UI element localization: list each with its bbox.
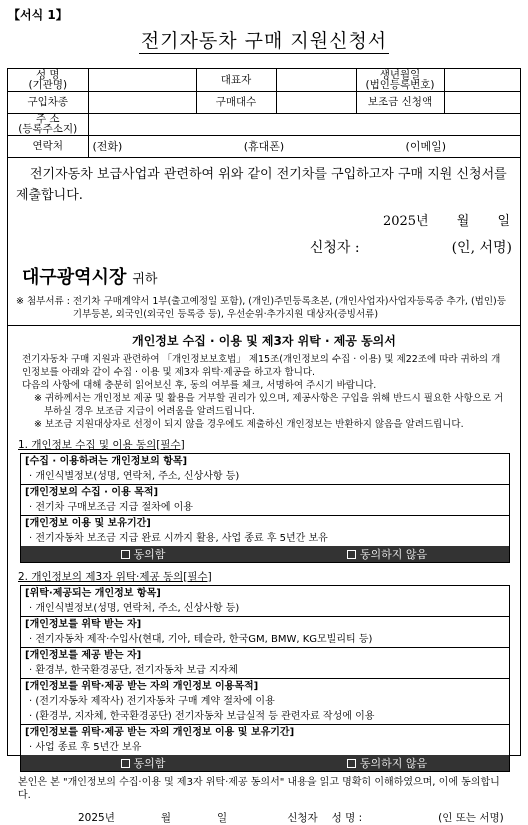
applicant-label: 신청자 : — [309, 239, 360, 256]
car-type-label: 구입차종 — [8, 91, 88, 113]
section2-heading: 2. 개인정보의 제3자 위탁·제공 동의[필수] — [18, 570, 212, 583]
application-statement: 전기자동차 보급사업과 관련하여 위와 같이 전기차를 구입하고자 구매 지원 신청서를 제출합니다. — [16, 166, 507, 203]
count-label: 구매대수 — [196, 91, 276, 113]
section2-disagree-checkbox[interactable]: 동의하지 않음 — [265, 755, 509, 771]
attachments: ※ 첨부서류 : 전기차 구매계약서 1부(출고예정일 포함), (개인)주민등록초본, (개인사업자)사업자등록증 추가, (법인)등기부등본, 외국인(외국인 등록증 등), 우선순위·추가지원 대상자(증빙서류) — [16, 295, 506, 320]
subsidy-field[interactable] — [444, 91, 520, 113]
representative-label: 대표자 — [196, 69, 276, 91]
applicant-sign[interactable]: (인, 서명) — [451, 239, 512, 256]
section2-agree-checkbox[interactable]: 동의함 — [21, 755, 265, 771]
representative-field[interactable] — [276, 69, 356, 91]
mobile-label: (휴대폰) — [243, 140, 285, 153]
section2-box: [위탁·제공되는 개인정보 항목] · 개인식별정보(성명, 연락처, 주소, 신상사항 등) [개인정보를 위탁 받는 자] · 전기자동차 제작·수입사(현대, 기아, 테슬라, 한국GM, BMW, KG모빌리티 등) [개인정보를 제공 받는 자] · 환경부, 한국환경공단, 전기자동차 보급 지자체 [개인정보를 위탁·제공 받는 자의 개인정보 이용목적] · (전기자동차 제작사) 전기자동차 구매 계약 절차에 이용 · (환경부, 지자체, 한국환경공단) 전기자동차 보급실적 등 관련자료 작성에 이용 [개인정보를 위탁·제공 받는 자의 개인정보 이용 및 보유기간] · 사업 종료 후 5년간 보유 동의함 동의하지 않음 — [20, 585, 510, 772]
consent-title: 개인정보 수집 · 이용 및 제3자 위탁 · 제공 동의서 — [132, 333, 396, 348]
section1-agree-bar — [21, 546, 509, 562]
form-number: 【서식 1】 — [8, 8, 68, 22]
final-sign[interactable]: (인 또는 서명) — [438, 811, 504, 824]
subsidy-label: 보조금 신청액 — [356, 91, 444, 113]
address-field[interactable] — [88, 113, 520, 135]
section1-heading: 1. 개인정보 수집 및 이용 동의[필수] — [18, 438, 185, 451]
count-field[interactable] — [276, 91, 356, 113]
car-type-field[interactable] — [88, 91, 196, 113]
email-label: (이메일) — [405, 140, 446, 153]
addressee: 대구광역시장 귀하 — [22, 266, 158, 288]
contact-field[interactable] — [88, 135, 520, 157]
final-statement: 본인은 본 "개인정보의 수집·이용 및 제3자 위탁·제공 동의서" 내용을 읽고 명확히 이해하였으며, 이에 동의합니다. — [18, 776, 500, 801]
final-signature-line: 2025년 월 일 신청자 성 명 : (인 또는 서명) — [78, 811, 504, 824]
name-label: 성 명 (기관명) — [8, 69, 88, 91]
birth-field[interactable] — [444, 69, 520, 91]
section1-box: [수집 · 이용하려는 개인정보의 항목] · 개인식별정보(성명, 연락처, 주소, 신상사항 등) [개인정보의 수집 · 이용 목적] · 전기차 구매보조금 지급 절차에 이용 [개인정보 이용 및 보유기간] · 전기자동차 보조금 지급 완료 시까지 활용, 사업 종료 후 5년간 보유 동의함 동의하지 않음 — [20, 453, 510, 563]
phone-label: (전화) — [92, 140, 123, 153]
consent-intro: 전기자동차 구매 지원과 관련하여 「개인정보보호법」 제15조(개인정보의 수집 · 이용) 및 제22조에 따라 귀하의 개인정보를 아래와 같이 수집 · 이용 및 제3자 위탁·제공을 하고자 합니다. 다음의 사항에 대해 충분히 읽어보신 후, 동의 여부를 체크, 서명하여 주시기 바랍니다. ※ 귀하께서는 개인정보 제공 및 활용을 거부할 권리가 있으며, 제공사항은 구입을 위해 반드시 필요한 사항으로 거부하실 경우 보조금 지급이 어려움을 알려드립니다. ※ 보조금 지원대상자로 선정이 되지 않을 경우에도 제출하신 개인정보는 반환하지 않음을 알려드립니다. — [22, 353, 504, 430]
divider — [8, 325, 520, 326]
applicant-info-table — [8, 69, 520, 158]
section1-disagree-checkbox[interactable]: 동의하지 않음 — [265, 546, 509, 562]
section2-agree-bar — [21, 755, 509, 771]
applicant-signature-line — [8, 237, 520, 257]
name-field[interactable] — [88, 69, 196, 91]
section1-agree-checkbox[interactable]: 동의함 — [21, 546, 265, 562]
application-date: 2025년 월 일 — [382, 213, 510, 229]
application-sheet — [7, 68, 521, 824]
page-title: 전기자동차 구매 지원신청서 — [140, 30, 388, 52]
contact-label: 연락처 — [8, 135, 88, 157]
birth-label: 생년월일 (법인등록번호) — [356, 69, 444, 91]
address-label: 주 소 (등록주소지) — [8, 113, 88, 135]
